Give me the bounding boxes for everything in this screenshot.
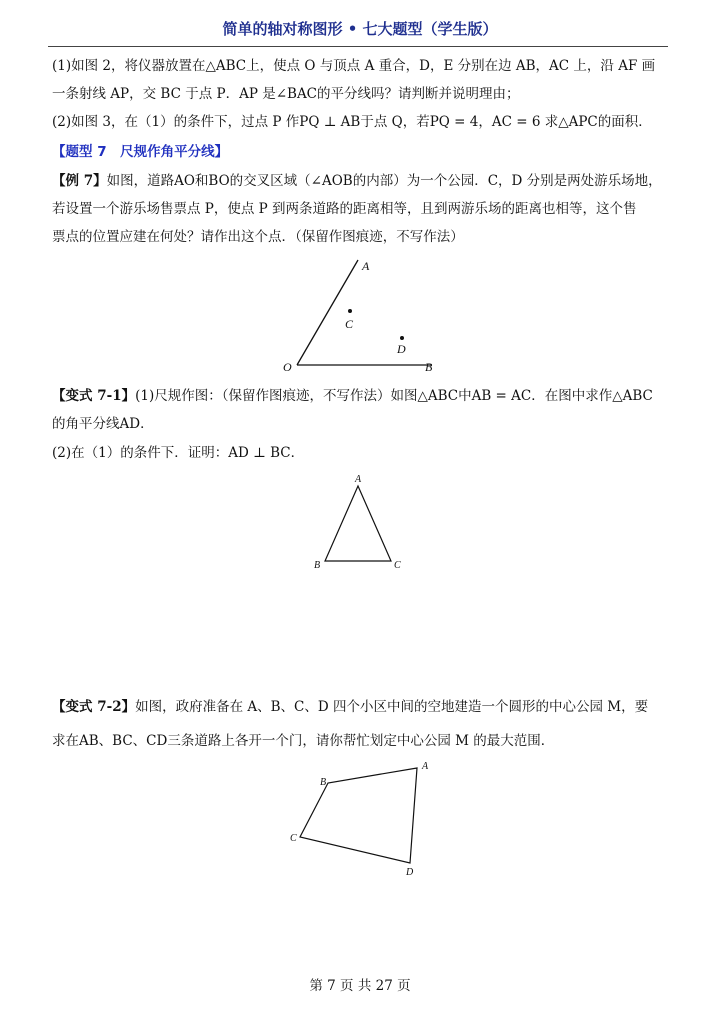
label-b: B: [425, 360, 433, 374]
label-o: O: [283, 360, 292, 374]
label-b: B: [314, 560, 321, 571]
variant71-line-3: (2)在（1）的条件下．证明：AD ⊥ BC．: [52, 445, 305, 461]
variant72-line-2: 求在AB、BC、CD三条道路上各开一个门，请你帮忙划定中心公园 M 的最大范围．: [52, 733, 555, 749]
page-footer: 第 7 页 共 27 页: [309, 978, 411, 994]
example7-line-2: 若设置一个游乐场售票点 P，使点 P 到两条道路的距离相等，且到两游乐场的距离也相等，这个售: [52, 201, 637, 217]
figure-angle-aob: [270, 250, 450, 380]
variant72-label: 【变式 7-2】: [52, 699, 136, 715]
variant71-line-2: 的角平分线AD．: [52, 416, 154, 432]
figure-triangle-abc: [305, 470, 415, 580]
page-header-title: 简单的轴对称图形 • 七大题型（学生版）: [222, 20, 498, 38]
example7-label: 【例 7】: [52, 173, 107, 189]
label-a: A: [422, 761, 429, 772]
label-c: C: [394, 560, 401, 571]
label-a: A: [355, 474, 362, 485]
label-c: C: [290, 833, 297, 844]
variant72-text-1: 如图，政府准备在 A、B、C、D 四个小区中间的空地建造一个圆形的中心公园 M，要: [135, 699, 649, 715]
quadrilateral-abcd: [300, 768, 417, 863]
label-a: A: [362, 259, 370, 273]
example7-line-1: [52, 171, 672, 191]
figure-quadrilateral-abcd: [280, 755, 440, 880]
variant71-label: 【变式 7-1】: [52, 388, 136, 404]
variant72-line-1: [52, 697, 672, 717]
variant71-text-1: (1)尺规作图：（保留作图痕迹，不写作法）如图△ABC中AB = AC．在图中求作△ABC: [135, 388, 653, 404]
point-d: [400, 336, 404, 340]
label-b: B: [320, 777, 327, 788]
example7-line-3: 票点的位置应建在何处？请作出这个点．（保留作图痕迹，不写作法）: [52, 229, 464, 245]
triangle-abc: [325, 486, 391, 561]
label-d: D: [406, 867, 414, 878]
q2-line-1: (2)如图 3，在（1）的条件下，过点 P 作PQ ⊥ AB于点 Q，若PQ = 4，AC = 6 求△APC的面积．: [52, 114, 652, 130]
point-c: [348, 309, 352, 313]
header-rule: [48, 46, 668, 47]
q1-line-2: 一条射线 AP，交 BC 于点 P．AP 是∠BAC的平分线吗？请判断并说明理由；: [52, 86, 520, 102]
label-c: C: [345, 317, 354, 331]
label-d: D: [397, 342, 406, 356]
example7-text-1: 如图，道路AO和BO的交叉区域（∠AOB的内部）为一个公园．C，D 分别是两处游乐场地，: [106, 173, 662, 189]
q1-line-1: (1)如图 2，将仪器放置在△ABC上，使点 O 与顶点 A 重合，D，E 分别在边 AB，AC 上，沿 AF 画: [52, 58, 656, 74]
variant71-line-1: [52, 386, 672, 406]
section-title: 【题型 7 尺规作角平分线】: [52, 144, 229, 160]
